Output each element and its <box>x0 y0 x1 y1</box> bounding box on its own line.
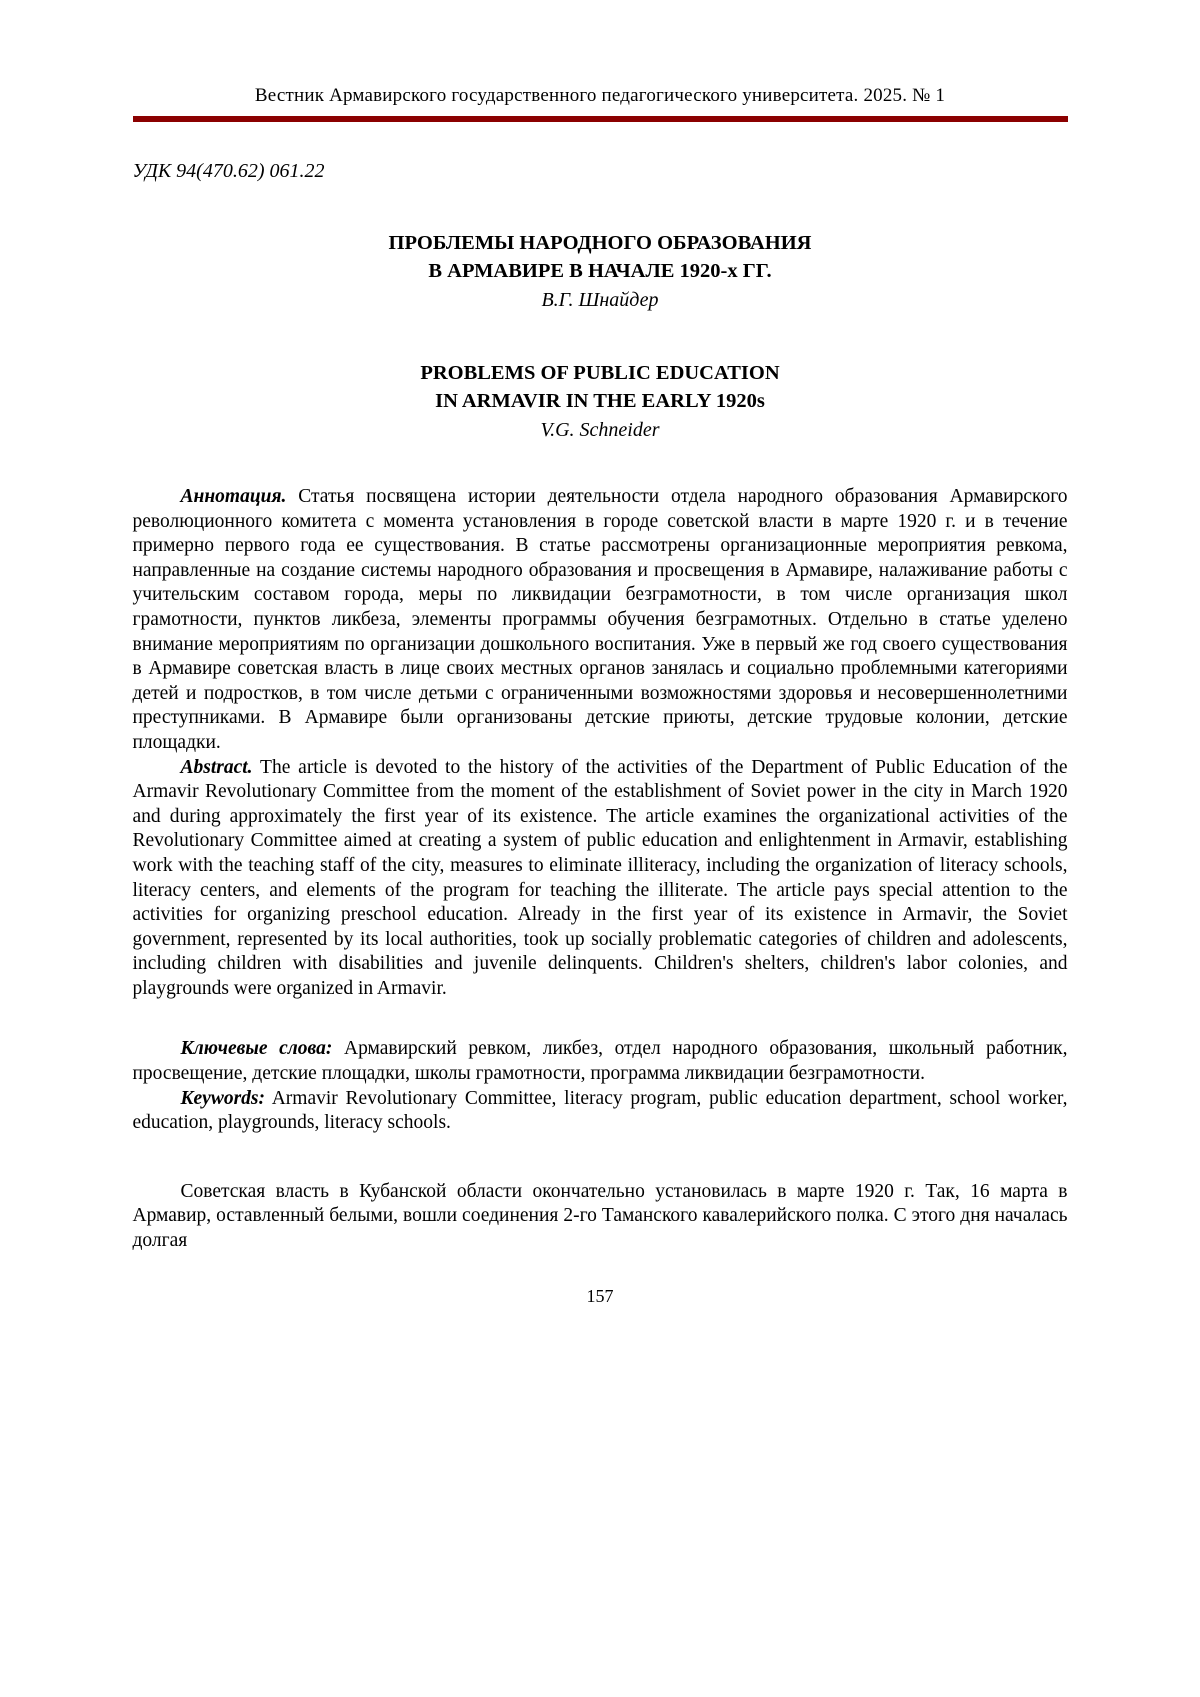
udc-number: УДК 94(470.62) 061.22 <box>132 160 325 182</box>
article-title-ru-line2: В АРМАВИРЕ В НАЧАЛЕ 1920-х ГГ. <box>428 260 772 282</box>
article-title-en <box>133 359 1068 415</box>
keywords-en-label: Keywords: <box>180 1087 265 1109</box>
author-en: V.G. Schneider <box>540 419 660 441</box>
header-rule <box>133 116 1068 122</box>
annotation-ru-text: Статья посвящена истории деятельности отдела народного образования Армавирского революционного комитета с момента установления в городе советской власти в марте 1920 г. и в течение примерно первого года ее существования. В статье рассмотрены организационные мероприятия ревкома, направленные на создание системы народного образования и просвещения в Армавире, налаживание работы с учительским составом города, меры по ликвидации безграмотности, в том числе организация школ грамотности, пунктов ликбеза, элементы программы обучения безграмотных. Отдельно в статье уделено внимание мероприятиям по организации дошкольного воспитания. Уже в первый же год своего существования в Армавире советская власть в лице своих местных органов занялась и социально проблемными категориями детей и подростков, в том числе детьми с ограниченными возможностями здоровья и несовершеннолетними преступниками. В Армавире были организованы детские приюты, детские трудовые колонии, детские площадки. <box>132 486 1068 753</box>
abstract-en-label: Abstract. <box>180 756 253 778</box>
keywords-ru-label: Ключевые слова: <box>180 1038 333 1060</box>
article-title-ru <box>133 229 1068 285</box>
annotation-ru-paragraph <box>133 485 1068 756</box>
page-number: 157 <box>586 1285 614 1306</box>
keywords-ru-paragraph <box>133 1037 1068 1086</box>
running-header: Вестник Армавирского государственного педагогического университета. 2025. № 1 <box>254 85 946 106</box>
annotation-ru-label: Аннотация. <box>180 486 287 507</box>
body-paragraph: Советская власть в Кубанской области окончательно установилась в марте 1920 г. Так, 16 марта в Армавир, оставленный белыми, вошли соединения 2-го Таманского кавалерийского полка. С этого дня началась долгая <box>132 1180 1068 1252</box>
keywords-en-text: Armavir Revolutionary Committee, literacy program, public education department, school worker, education, playgrounds, literacy schools. <box>132 1087 1068 1134</box>
abstract-en-text: The article is devoted to the history of the activities of the Department of Public Education of the Armavir Revolutionary Committee from the moment of the establishment of Soviet power in the city in March 1920 and during approximately the first year of its existence. The article examines the organizational activities of the Revolutionary Committee aimed at creating a system of public education and enlightenment in Armavir, establishing work with the teaching staff of the city, measures to eliminate illiteracy, including the organization of literacy schools, literacy centers, and elements of the program for teaching the illiterate. The article pays special attention to the activities for organizing preschool education. Already in the first year of its existence in Armavir, the Soviet government, represented by its local authorities, took up socially problematic categories of children and adolescents, including children with disabilities and juvenile delinquents. Children's shelters, children's labor colonies, and playgrounds were organized in Armavir. <box>132 756 1068 999</box>
author-ru: В.Г. Шнайдер <box>541 289 659 311</box>
article-title-en-line2: IN ARMAVIR IN THE EARLY 1920s <box>435 390 765 412</box>
article-title-ru-line1: ПРОБЛЕМЫ НАРОДНОГО ОБРАЗОВАНИЯ <box>388 232 812 254</box>
keywords-ru-text: Армавирский ревком, ликбез, отдел народного образования, школьный работник, просвещение, детские площадки, школы грамотности, программа ликвидации безграмотности. <box>132 1038 1068 1085</box>
keywords-section <box>133 1037 1068 1135</box>
page-content <box>133 160 1068 1307</box>
article-body <box>133 1180 1068 1254</box>
article-title-en-line1: PROBLEMS OF PUBLIC EDUCATION <box>420 362 780 384</box>
abstract-section <box>133 485 1068 1001</box>
abstract-en-paragraph <box>133 756 1068 1002</box>
keywords-en-paragraph <box>133 1087 1068 1136</box>
